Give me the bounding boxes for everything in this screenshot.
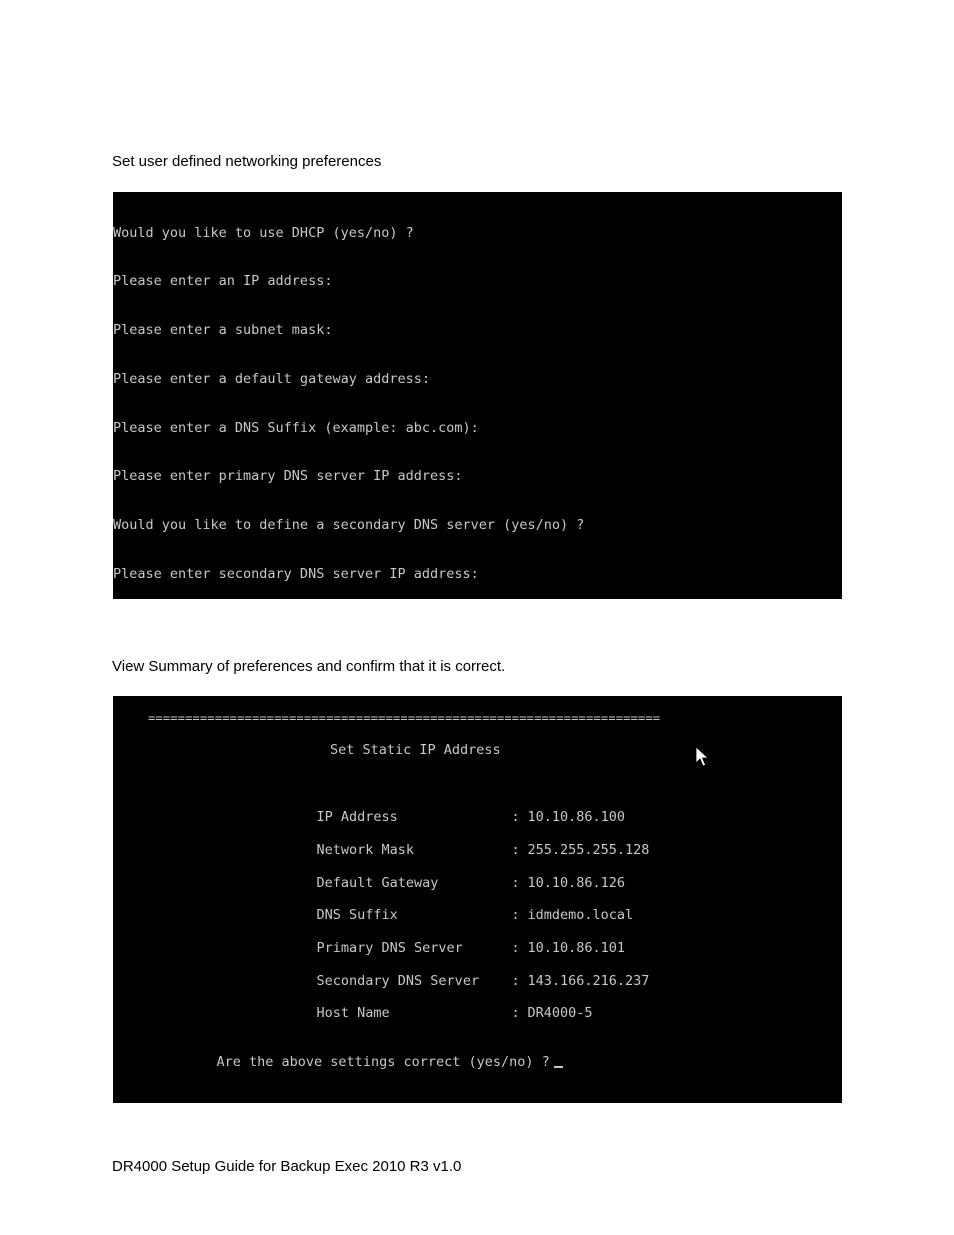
ip-address-prompt: Please enter an IP address:	[113, 273, 333, 289]
summary-separator: :	[511, 809, 520, 825]
summary-title: Set Static IP Address	[330, 742, 501, 758]
primary-dns-prompt: Please enter primary DNS server IP address:	[113, 468, 463, 484]
summary-separator: :	[511, 940, 520, 956]
secondary-dns-prompt: Please enter secondary DNS server IP address:	[113, 566, 479, 582]
summary-separator: :	[511, 875, 520, 891]
summary-separator: :	[511, 1005, 520, 1021]
summary-value: 10.10.86.100	[527, 809, 626, 825]
summary-label: Default Gateway	[316, 875, 439, 891]
summary-value: idmdemo.local	[527, 907, 634, 923]
gateway-prompt: Please enter a default gateway address:	[113, 371, 430, 387]
dns-suffix-prompt: Please enter a DNS Suffix (example: abc.com):	[113, 420, 479, 436]
summary-terminal-screenshot	[113, 696, 842, 1103]
summary-caption: View Summary of preferences and confirm that it is correct.	[112, 658, 506, 675]
summary-separator: :	[511, 907, 520, 923]
summary-label: Primary DNS Server	[316, 940, 463, 956]
networking-terminal-screenshot	[113, 192, 842, 599]
subnet-mask-prompt: Please enter a subnet mask:	[113, 322, 333, 338]
summary-label: Secondary DNS Server	[316, 973, 480, 989]
summary-value: 10.10.86.101	[527, 940, 626, 956]
text-cursor	[554, 1066, 563, 1068]
summary-label: DNS Suffix	[316, 907, 398, 923]
summary-value: 143.166.216.237	[527, 973, 650, 989]
secondary-dns-question: Would you like to define a secondary DNS server (yes/no) ?	[113, 517, 585, 533]
document-footer: DR4000 Setup Guide for Backup Exec 2010 R3 v1.0	[112, 1158, 462, 1175]
confirm-prompt: Are the above settings correct (yes/no) ?	[216, 1054, 550, 1070]
mouse-pointer-icon	[695, 746, 709, 768]
summary-separator: :	[511, 842, 520, 858]
summary-value: 10.10.86.126	[527, 875, 626, 891]
summary-label: IP Address	[316, 809, 398, 825]
separator-rule: =====================================================================	[148, 711, 661, 725]
confirm-prompt-line	[184, 1035, 563, 1089]
summary-label: Network Mask	[316, 842, 415, 858]
dhcp-prompt: Would you like to use DHCP (yes/no) ?	[113, 225, 414, 241]
summary-value: DR4000-5	[527, 1005, 593, 1021]
summary-separator: :	[511, 973, 520, 989]
summary-label: Host Name	[316, 1005, 390, 1021]
summary-value: 255.255.255.128	[527, 842, 650, 858]
networking-caption: Set user defined networking preferences	[112, 153, 382, 170]
summary-row-host-name	[284, 986, 593, 1040]
